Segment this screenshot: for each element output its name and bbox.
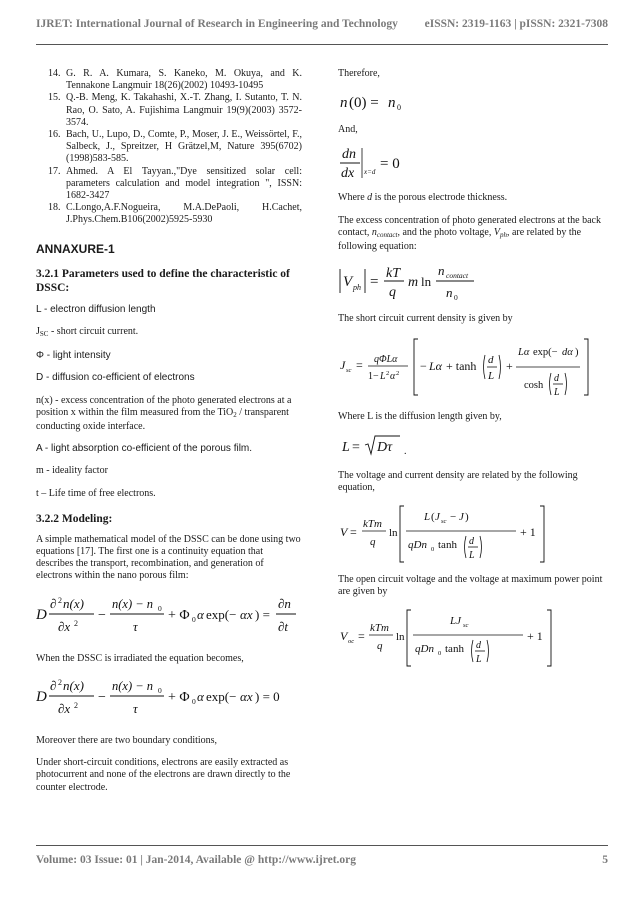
svg-text:n(x) − n: n(x) − n (112, 596, 154, 611)
param-jsc: $J_{SC}$ - short circuit current. (36, 326, 139, 339)
svg-text:α: α (390, 371, 396, 383)
svg-text:∂: ∂ (50, 677, 57, 693)
svg-text:Dτ: Dτ (377, 439, 393, 455)
left-column (36, 68, 302, 794)
svg-text:J: J (459, 511, 464, 524)
svg-text:qDn: qDn (408, 539, 427, 552)
svg-text:0: 0 (158, 603, 162, 613)
svg-text:n: n (388, 95, 396, 112)
svg-text:J: J (340, 358, 346, 373)
reference-item: 16. Bach, U., Lupo, D., Comte, P., Moser, J. E., Weissörtel, F., Salbeck, J., Spreitzer, H Grätzel,M, Nature 395(6702)(1998)583-585. (48, 129, 302, 165)
svg-text:+ 1: + 1 (527, 629, 543, 644)
svg-text:1−: 1− (368, 371, 379, 383)
svg-text:sc: sc (346, 367, 352, 375)
therefore-text: Therefore, (338, 68, 380, 79)
svg-text:J: J (435, 511, 440, 524)
param-phi: Φ - light intensity (36, 350, 111, 362)
svg-text:q: q (377, 640, 383, 653)
svg-text:=: = (352, 439, 360, 455)
svg-text:αx: αx (240, 606, 253, 622)
svg-text:dx: dx (341, 166, 355, 182)
svg-text:LJ: LJ (450, 615, 461, 628)
svg-text:2: 2 (58, 595, 62, 605)
svg-text:oc: oc (348, 638, 355, 646)
svg-text:L: L (469, 550, 475, 562)
svg-text:D: D (36, 606, 47, 623)
open-circuit-voltage-equation (338, 606, 604, 668)
footer-rule (36, 845, 608, 846)
param-D: D - diffusion co-efficient of electrons (36, 372, 195, 384)
svg-text:+: + (506, 359, 513, 374)
open-circuit-text: The open circuit voltage and the voltage at maximum power point are given by (338, 574, 603, 598)
svg-text:dn: dn (342, 147, 356, 163)
svg-text:n: n (340, 95, 348, 112)
svg-text:L: L (554, 387, 560, 399)
svg-text:tanh: tanh (445, 643, 464, 656)
svg-text:d: d (488, 354, 494, 367)
svg-text:dα: dα (562, 347, 573, 359)
reference-item: 17. Ahmed. A El Tayyan.,"Dye sensitized solar cell: parameters calculation and model integration ", ISSN: 1682-3427 (48, 165, 302, 202)
svg-text:exp(−: exp(− (533, 347, 558, 359)
svg-text:∂: ∂ (50, 595, 57, 611)
irradiated-paragraph: When the DSSC is irradiated the equation becomes, (36, 652, 244, 664)
param-alpha: A - light absorption co-efficient of the porous film. (36, 443, 253, 455)
svg-text:L: L (488, 370, 495, 383)
diffusion-length-text: Where L is the diffusion length given by, (338, 411, 502, 423)
svg-text:=: = (350, 525, 357, 540)
svg-text:0: 0 (158, 685, 162, 695)
page-number: 5 (602, 854, 608, 866)
journal-name: IJRET: International Journal of Research in Engineering and Technology (36, 18, 398, 30)
short-circuit-text: The short circuit current density is given by (338, 313, 513, 325)
svg-text:L: L (380, 371, 386, 383)
svg-text:2: 2 (58, 677, 62, 687)
voltage-current-text: The voltage and current density are related by the following equation, (338, 469, 578, 493)
svg-text:0: 0 (192, 614, 196, 624)
svg-text:.: . (404, 445, 407, 457)
svg-text:n(x): n(x) (63, 595, 84, 611)
svg-text:d: d (469, 536, 474, 548)
svg-text:d: d (554, 373, 559, 385)
running-footer (36, 854, 608, 866)
boundary-equation-n0 (338, 90, 458, 114)
reference-item: 18. C.Longo,A.F.Nogueira, M.A.DePaoli, H.Cachet, J.Phys.Chem.B106(2002)5925-5930 (48, 202, 302, 226)
svg-text:0: 0 (192, 696, 196, 706)
svg-text:+ Φ: + Φ (168, 689, 190, 705)
svg-text:τ: τ (133, 700, 138, 716)
volume-info: Volume: 03 Issue: 01 | Jan-2014, Available @ http://www.ijret.org (36, 854, 357, 866)
svg-text:L: L (476, 654, 482, 666)
boundary-paragraph: Moreover there are two boundary conditions, (36, 734, 218, 746)
svg-text:−: − (420, 359, 427, 374)
svg-text:L: L (424, 511, 431, 524)
modeling-paragraph: A simple mathematical model of the DSSC can be done using two equations [17]. The first one is a continuity equation that describes the transport, recombination, and generation of electrons within the nano porous film: (36, 533, 301, 582)
svg-text:contact: contact (446, 271, 469, 281)
svg-text:−: − (98, 607, 106, 623)
svg-text:0: 0 (438, 650, 442, 658)
svg-text:ln: ln (396, 631, 405, 644)
svg-text:2: 2 (74, 618, 78, 628)
svg-text:V: V (340, 525, 348, 540)
svg-text:kT: kT (386, 266, 400, 282)
annex-heading: ANNAXURE-1 (36, 241, 115, 256)
svg-text:2: 2 (396, 370, 400, 378)
svg-text:α: α (197, 688, 204, 704)
param-tau: t – Life time of free electrons. (36, 487, 156, 499)
svg-text:∂n: ∂n (278, 595, 291, 611)
voltage-equation (338, 502, 604, 564)
svg-text:): ) (575, 347, 579, 359)
reference-item: 15. Q.-B. Meng, K. Takahashi, X.-T. Zhang, I. Sutanto, T. N. Rao, O. Sato, A. Fujishima Langmuir 19(9)(2003) 3572-3574. (48, 92, 302, 128)
svg-text:Lα: Lα (429, 359, 442, 374)
short-circuit-current-equation (338, 333, 604, 401)
svg-text:q: q (370, 536, 376, 549)
thickness-paragraph: Where d is the porous electrode thickness. (338, 192, 508, 204)
svg-text:0: 0 (397, 103, 401, 113)
short-circuit-paragraph: Under short-circuit conditions, electrons are easily extracted as photocurrent and none of the electrons are drawn directly to the counter electrode. (36, 757, 291, 793)
svg-text:sc: sc (441, 518, 447, 526)
svg-text:2: 2 (74, 700, 78, 710)
svg-text:kTm: kTm (370, 622, 389, 635)
svg-text:ln: ln (421, 274, 432, 290)
svg-text:=: = (356, 358, 363, 373)
svg-text:cosh: cosh (524, 380, 544, 392)
svg-text:+ 1: + 1 (520, 525, 536, 540)
param-m: m - ideality factor (36, 465, 108, 477)
svg-text:x=d: x=d (364, 168, 376, 177)
svg-text:d: d (476, 640, 481, 652)
running-header (36, 18, 608, 34)
svg-text:(: ( (431, 511, 435, 524)
svg-text:D: D (36, 688, 47, 705)
svg-text:= 0: = 0 (380, 156, 400, 173)
reference-list (36, 68, 302, 227)
svg-text:α: α (197, 606, 204, 622)
svg-text:exp(−: exp(− (206, 688, 237, 704)
svg-text:0: 0 (454, 293, 458, 303)
svg-text:Lα: Lα (518, 347, 530, 359)
svg-text:q: q (389, 285, 396, 301)
svg-text:∂t: ∂t (278, 618, 289, 634)
svg-text:+ tanh: + tanh (446, 359, 477, 374)
section-heading-parameters: 3.2.1 Parameters used to define the characteristic of DSSC: (36, 267, 290, 294)
and-text: And, (338, 124, 358, 136)
svg-text:n(x): n(x) (63, 677, 84, 693)
boundary-equation-derivative (338, 144, 458, 182)
svg-text:0: 0 (431, 546, 435, 554)
svg-text:) =: ) = (255, 606, 270, 622)
svg-text:(0) =: (0) = (349, 95, 379, 112)
param-nx: n(x) - excess concentration of the photo generated electrons at a position x within the film measured from the TiO$_2$ / transparent conducting oxide interface. (36, 394, 292, 433)
svg-text:) = 0: ) = 0 (255, 688, 280, 704)
section-heading-modeling: 3.2.2 Modeling: (36, 512, 113, 525)
svg-text:τ: τ (133, 618, 138, 634)
svg-text:ln: ln (389, 527, 398, 540)
svg-text:∂x: ∂x (58, 700, 71, 716)
svg-text:V: V (343, 274, 353, 291)
svg-text:exp(−: exp(− (206, 606, 237, 622)
svg-text:−: − (98, 689, 106, 705)
right-column (338, 68, 604, 668)
svg-text:−: − (450, 511, 457, 524)
steady-state-equation (36, 673, 302, 725)
issn: eISSN: 2319-1163 | pISSN: 2321-7308 (424, 18, 608, 30)
svg-text:αx: αx (240, 688, 253, 704)
svg-text:kTm: kTm (363, 518, 382, 531)
svg-text:n: n (446, 285, 453, 301)
svg-text:n(x) − n: n(x) − n (112, 678, 154, 693)
diffusion-length-equation (338, 432, 458, 460)
svg-text:∂x: ∂x (58, 618, 71, 634)
svg-text:=: = (358, 629, 365, 644)
svg-text:n: n (438, 263, 445, 279)
photovoltage-equation (338, 261, 538, 303)
svg-text:+ Φ: + Φ (168, 607, 190, 623)
svg-text:m: m (408, 275, 419, 291)
continuity-equation (36, 591, 302, 643)
svg-text:ph: ph (353, 283, 361, 293)
svg-text:sc: sc (463, 622, 469, 630)
header-rule (36, 44, 608, 45)
svg-text:qDn: qDn (415, 643, 434, 656)
param-L: L - electron diffusion length (36, 303, 156, 315)
svg-text:L: L (342, 439, 350, 455)
svg-text:): ) (465, 511, 469, 524)
excess-concentration-paragraph: The excess concentration of photo generated electrons at the back contact, $n_{contact}$, and the photo voltage, $V_{ph}$, are related by the following equation: (338, 214, 601, 253)
svg-text:qΦLα: qΦLα (374, 354, 398, 366)
svg-text:2: 2 (386, 370, 390, 378)
svg-text:tanh: tanh (438, 539, 457, 552)
svg-text:V: V (340, 629, 348, 644)
svg-text:=: = (370, 274, 379, 291)
reference-item: 14. G. R. A. Kumara, S. Kaneko, M. Okuya, and K. Tennakone Langmuir 18(26)(2002) 10493-10495 (48, 68, 302, 92)
